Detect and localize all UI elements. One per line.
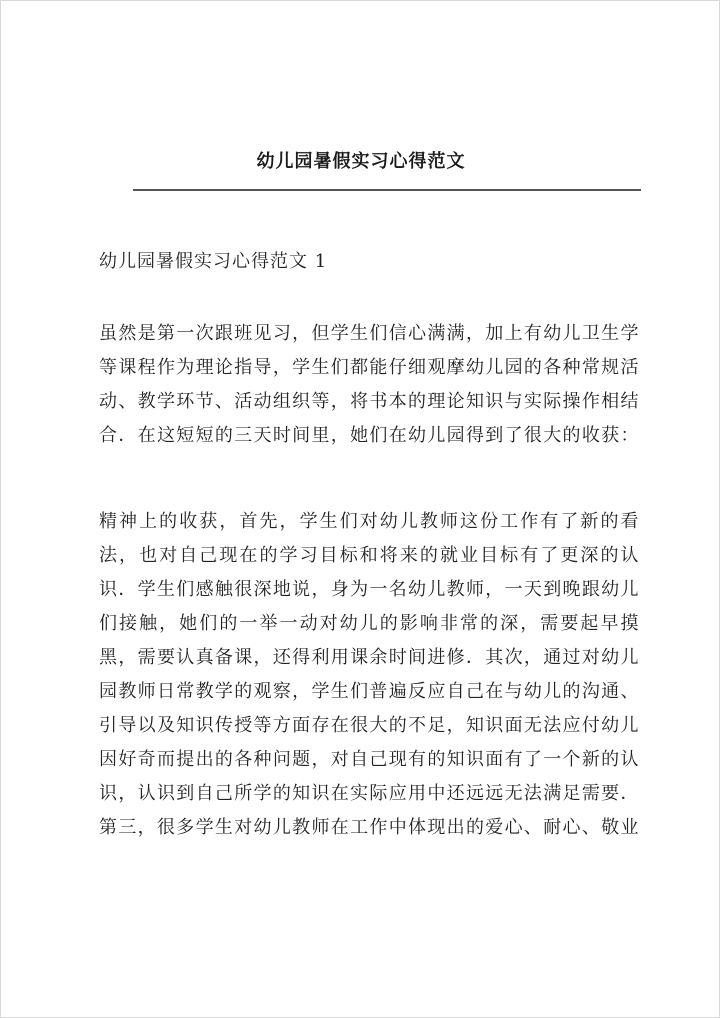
paragraph-line: 虽然是第一次跟班见习，但学生们信心满满，加上有幼儿卫生学 (99, 323, 639, 344)
title-underline-divider (133, 189, 641, 191)
paragraph-line: 识．学生们感触很深地说，身为一名幼儿教师，一天到晚跟幼儿 (99, 579, 639, 600)
document-title: 幼儿园暑假实习心得范文 (256, 151, 466, 172)
paragraph-2 (99, 505, 639, 845)
paragraph-line: 第三，很多学生对幼儿教师在工作中体现出的爱心、耐心、敬业 (99, 817, 639, 838)
paragraph-1 (99, 317, 639, 453)
paragraph-line: 法，也对自己现在的学习目标和将来的就业目标有了更深的认 (99, 545, 639, 566)
paragraph-line: 动、教学环节、活动组织等，将书本的理论知识与实际操作相结 (99, 391, 639, 412)
paragraph-line: 们接触，她们的一举一动对幼儿的影响非常的深，需要起早摸 (99, 613, 639, 634)
paragraph-line: 识，认识到自己所学的知识在实际应用中还远远无法满足需要． (99, 783, 639, 804)
paragraph-line: 引导以及知识传授等方面存在很大的不足，知识面无法应付幼儿 (99, 715, 639, 736)
paragraph-line: 黑，需要认真备课，还得利用课余时间进修．其次，通过对幼儿 (99, 647, 639, 668)
paragraph-line: 合．在这短短的三天时间里，她们在幼儿园得到了很大的收获： (99, 425, 639, 446)
section-heading: 幼儿园暑假实习心得范文 1 (99, 251, 328, 272)
paragraph-line: 精神上的收获，首先，学生们对幼儿教师这份工作有了新的看 (99, 511, 639, 532)
paragraph-line: 因好奇而提出的各种问题，对自己现有的知识面有了一个新的认 (99, 749, 639, 770)
paragraph-line: 等课程作为理论指导，学生们都能仔细观摩幼儿园的各种常规活 (99, 357, 639, 378)
paragraph-line: 园教师日常教学的观察，学生们普遍反应自己在与幼儿的沟通、 (99, 681, 639, 702)
